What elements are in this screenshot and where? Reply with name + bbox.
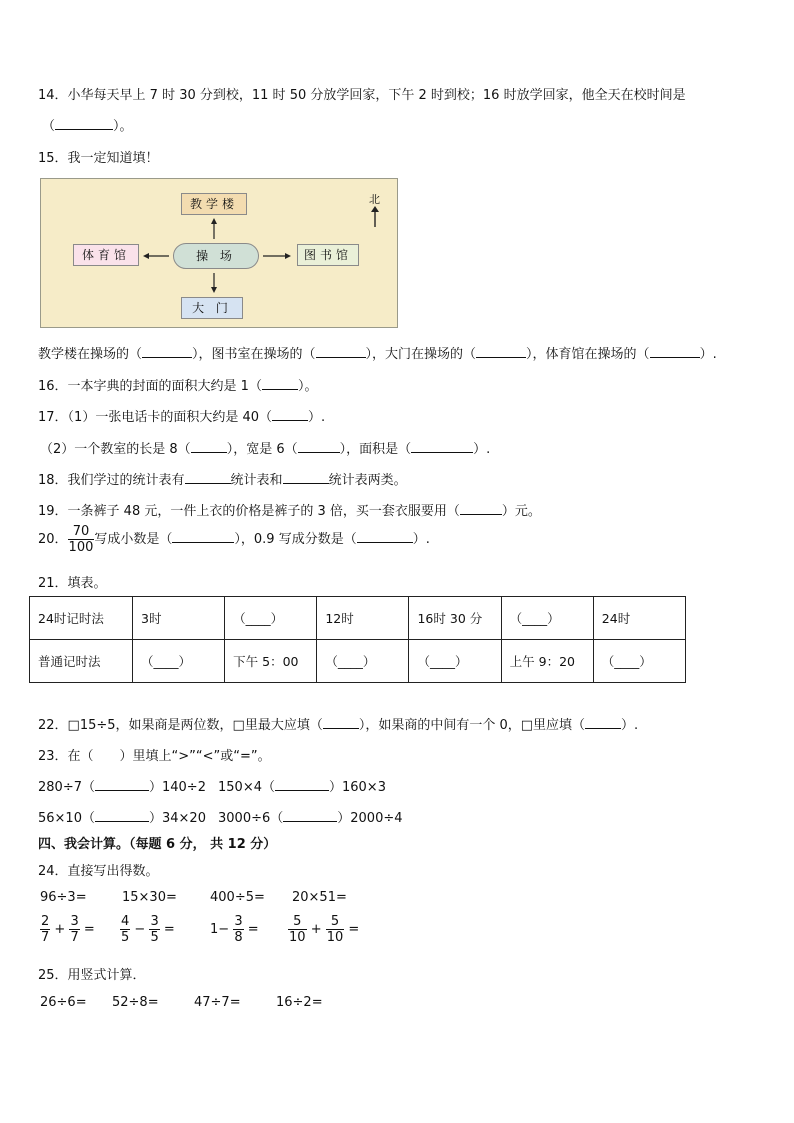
denominator: 10 <box>289 930 306 945</box>
q20 <box>38 524 430 555</box>
table-cell: 上午 9：20 <box>501 640 593 683</box>
table-cell[interactable]: （____） <box>501 597 593 640</box>
q17-text-1: 17．（1）一张电话卡的面积大约是 40（ <box>38 410 272 425</box>
q19-blank[interactable] <box>460 502 502 515</box>
q14-blank[interactable] <box>55 117 113 130</box>
q23-right-4: ）2000÷4 <box>337 811 403 826</box>
q23-item-4 <box>218 807 403 826</box>
q17-text-2c: ），面积是（ <box>339 442 412 457</box>
table-cell: 24时记时法 <box>30 597 133 640</box>
q14-close: ）。 <box>113 119 133 134</box>
q15-answer <box>38 343 717 362</box>
q17-text-2d: ）. <box>473 442 491 457</box>
q24-item-1: 96÷3= <box>40 890 87 905</box>
q24-frac-1 <box>40 914 95 945</box>
q15-text-4: ），体育馆在操场的（ <box>526 347 650 362</box>
q24-item-2: 15×30= <box>122 890 177 905</box>
q16-blank[interactable] <box>262 377 298 390</box>
equals: = <box>163 922 175 937</box>
q17-blank-4[interactable] <box>411 440 473 453</box>
q19 <box>38 500 541 519</box>
table-cell[interactable]: （____） <box>409 640 501 683</box>
q15-text-2: ），图书室在操场的（ <box>192 347 316 362</box>
q18-text-b: 统计表和 <box>230 473 283 488</box>
q15-blank-3[interactable] <box>476 345 526 358</box>
q22-text-a: 22．□15÷5，如果商是两位数，□里最大应填（ <box>38 718 323 733</box>
direction-arrows-icon <box>41 179 399 329</box>
q23-item-2 <box>218 776 386 795</box>
denominator: 10 <box>326 930 344 945</box>
operator: + <box>54 922 66 937</box>
north-label: 北 <box>369 193 380 206</box>
table-cell: 普通记时法 <box>30 640 133 683</box>
numerator: 3 <box>70 914 79 929</box>
table-cell: 12时 <box>317 597 409 640</box>
denominator: 5 <box>150 930 159 945</box>
q23-right-3: ）34×20 <box>148 811 206 826</box>
q20-numerator: 70 <box>68 524 95 540</box>
q16-close: ）。 <box>297 379 318 394</box>
q20-blank-2[interactable] <box>357 530 413 543</box>
q18-text-c: 统计表两类。 <box>328 473 407 488</box>
q17-blank-3[interactable] <box>298 440 340 453</box>
q14-open: （ <box>42 119 56 134</box>
denominator: 8 <box>234 930 243 945</box>
q17-line1 <box>38 406 325 425</box>
q15-text-3: ），大门在操场的（ <box>365 347 477 362</box>
time-table <box>29 596 686 683</box>
q22-blank-2[interactable] <box>585 716 621 729</box>
operator: + <box>310 922 322 937</box>
q15-text-5: ）. <box>699 347 717 362</box>
q20-fraction <box>68 524 95 555</box>
q24-item-3: 400÷5= <box>210 890 265 905</box>
equals: = <box>247 922 259 937</box>
q15-blank-1[interactable] <box>142 345 192 358</box>
q14-line1: 14．小华每天早上 7 时 30 分到校，11 时 50 分放学回家，下午 2 时到校；16 时放学回家，他全天在校时间是 <box>38 88 686 103</box>
q22 <box>38 714 638 733</box>
q22-blank-1[interactable] <box>323 716 359 729</box>
q17-line2 <box>40 438 490 457</box>
q18-text-a: 18．我们学过的统计表有 <box>38 473 185 488</box>
denominator: 7 <box>41 930 50 945</box>
map-gym: 体育馆 <box>73 244 139 266</box>
q16 <box>38 375 317 394</box>
table-cell[interactable]: （____） <box>225 597 317 640</box>
q23-blank-4[interactable] <box>283 809 337 822</box>
q20-text-b: ），0.9 写成分数是（ <box>234 532 357 547</box>
q24-title: 24．直接写出得数。 <box>38 864 159 879</box>
q18 <box>38 469 407 488</box>
q17-close-1: ）. <box>308 410 326 425</box>
q16-text: 16．一本字典的封面的面积大约是 1（ <box>38 379 262 394</box>
q24-frac-4 <box>288 914 359 945</box>
q25-item-4: 16÷2= <box>276 995 323 1010</box>
table-cell: 16时 30 分 <box>409 597 501 640</box>
q18-blank-1[interactable] <box>185 471 231 484</box>
table-cell: 3时 <box>133 597 225 640</box>
q22-text-b: ），如果商的中间有一个 0，□里应填（ <box>358 718 586 733</box>
q23-blank-2[interactable] <box>275 778 329 791</box>
map-teaching-building: 教学楼 <box>181 193 247 215</box>
map-playground: 操 场 <box>173 243 259 269</box>
operator: 1− <box>210 922 230 937</box>
q25-item-3: 47÷7= <box>194 995 241 1010</box>
numerator: 5 <box>288 914 307 930</box>
q17-blank-2[interactable] <box>191 440 227 453</box>
map-gate: 大 门 <box>181 297 243 319</box>
numerator: 4 <box>121 914 130 929</box>
q24-frac-2 <box>120 914 175 945</box>
q25-item-1: 26÷6= <box>40 995 87 1010</box>
table-row <box>30 640 686 683</box>
table-cell[interactable]: （____） <box>593 640 685 683</box>
q25-title: 25．用竖式计算． <box>38 968 146 983</box>
equals: = <box>83 922 95 937</box>
q24-item-4: 20×51= <box>292 890 347 905</box>
q19-text: 19．一条裤子 48 元，一件上衣的价格是裤子的 3 倍，买一套衣服要用（ <box>38 504 460 519</box>
q17-blank-1[interactable] <box>272 408 308 421</box>
q15-title: 15．我一定知道填！ <box>38 151 159 166</box>
q23-left-3: 56×10（ <box>38 811 95 826</box>
numerator: 3 <box>234 914 243 929</box>
q17-text-2a: （2）一个教室的长是 8（ <box>40 442 191 457</box>
operator: − <box>134 922 146 937</box>
q22-text-c: ）. <box>621 718 639 733</box>
q23-left-2: 150×4（ <box>218 780 275 795</box>
q14-answer <box>42 115 133 134</box>
table-cell: 24时 <box>593 597 685 640</box>
section-4-title: 四、我会计算。（每题 6 分， 共 12 分） <box>38 837 277 852</box>
map-library: 图书馆 <box>297 244 359 266</box>
q25-item-2: 52÷8= <box>112 995 159 1010</box>
denominator: 7 <box>70 930 79 945</box>
q15-text-1: 教学楼在操场的（ <box>38 347 143 362</box>
q20-text-c: ）. <box>412 532 430 547</box>
table-row <box>30 597 686 640</box>
q23-right-1: ）140÷2 <box>148 780 206 795</box>
q20-text-a: 写成小数是（ <box>94 532 173 547</box>
q23-blank-1[interactable] <box>95 778 149 791</box>
q23-left-1: 280÷7（ <box>38 780 95 795</box>
q19-close: ）元。 <box>501 504 541 519</box>
q24-frac-3 <box>210 914 259 945</box>
q20-denominator: 100 <box>68 540 94 555</box>
q15-blank-2[interactable] <box>316 345 366 358</box>
table-cell[interactable]: （____） <box>133 640 225 683</box>
q23-title: 23．在（ ）里填上“>”“<”或“=”。 <box>38 749 271 764</box>
q23-right-2: ）160×3 <box>328 780 386 795</box>
table-cell[interactable]: （____） <box>317 640 409 683</box>
q15-blank-4[interactable] <box>650 345 700 358</box>
q17-text-2b: ），宽是 6（ <box>226 442 298 457</box>
q23-item-3 <box>38 807 206 826</box>
q21-title: 21．填表。 <box>38 576 107 591</box>
numerator: 3 <box>150 914 159 929</box>
numerator: 5 <box>326 914 345 930</box>
q20-blank-1[interactable] <box>172 530 234 543</box>
q23-blank-3[interactable] <box>95 809 149 822</box>
q20-number: 20． <box>38 532 68 547</box>
denominator: 5 <box>121 930 130 945</box>
table-cell: 下午 5：00 <box>225 640 317 683</box>
numerator: 2 <box>41 914 50 929</box>
q23-left-4: 3000÷6（ <box>218 811 284 826</box>
q23-item-1 <box>38 776 206 795</box>
campus-map <box>40 178 398 328</box>
q18-blank-2[interactable] <box>283 471 329 484</box>
equals: = <box>348 922 360 937</box>
